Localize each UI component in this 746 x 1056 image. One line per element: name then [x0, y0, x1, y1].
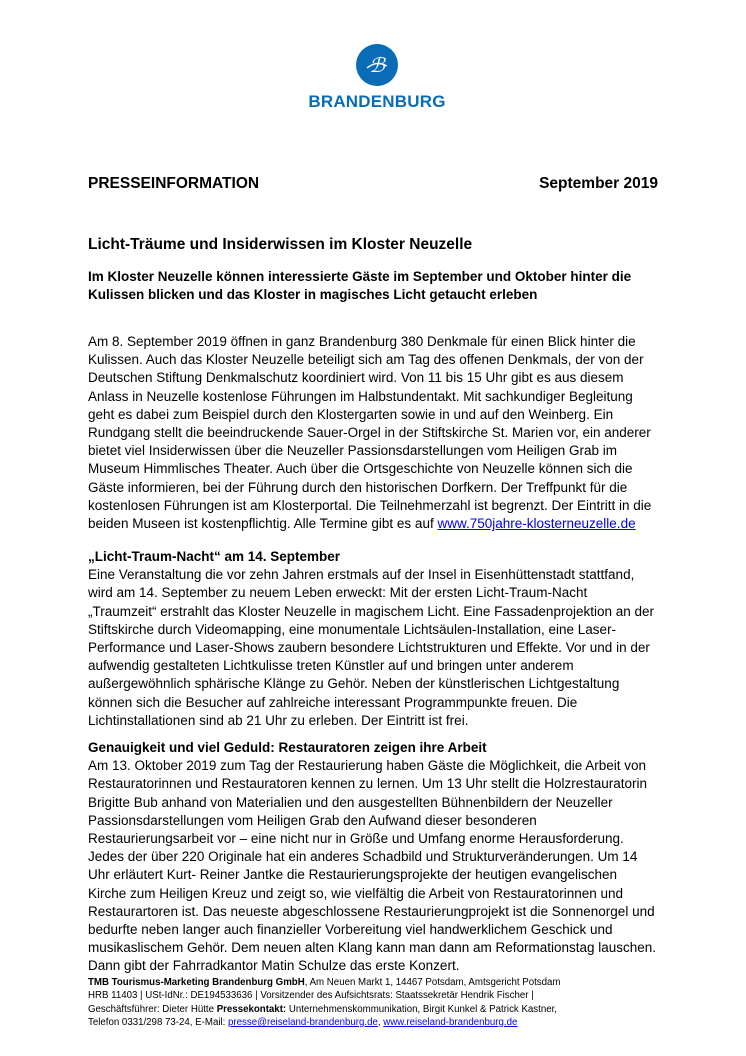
section-restauratoren: [88, 739, 658, 976]
section-text: Eine Veranstaltung die vor zehn Jahren erstmals auf der Insel in Eisenhüttenstadt stattfand, wird am 14. September zu neuem Leben erweckt: Mit der ersten Licht-Traum-Nacht „Traumzeit“ erstrahlt das Kloster Neuzelle in magischem Licht. Eine Fassadenprojektion an der Stiftskirche durch Videomapping, eine monumentale Lichtsäulen-Installation, eine Laser-Performance und Laser-Shows zaubern besondere Lichtstrukturen und Effekte. Vor und in der aufwendig gestalteten Lichtkulisse treten Künstler auf und bringen unter anderem außergewöhnlich sphärische Klänge zu Gehör. Neben der künstlerischen Lichtgestaltung können sich die Besucher auf zahlreiche interessant Programmpunkte freuen. Die Lichtinstallationen sind ab 21 Uhr zu erleben. Der Eintritt ist frei.: [88, 567, 655, 728]
brandenburg-logo: [292, 44, 462, 112]
footer-line-1: [88, 976, 663, 989]
footer-press-label: Pressekontakt:: [216, 1003, 287, 1015]
footer-line-3: [88, 1003, 663, 1016]
footer-website-link[interactable]: www.reiseland-brandenburg.de: [383, 1016, 518, 1028]
intro-text: Am 8. September 2019 öffnen in ganz Brandenburg 380 Denkmale für einen Blick hinter die Kulissen. Auch das Kloster Neuzelle beteiligt sich am Tag des offenen Denkmals, der von der Deutschen Stiftung Denkmalschutz koordiniert wird. Von 11 bis 15 Uhr gibt es aus diesem Anlass in Neuzelle kostenlose Führungen im Halbstundentakt. Mit sachkundiger Begleitung geht es dabei zum Beispiel durch den Klostergarten sowie in und auf den Weinberg. Ein Rundgang stellt die beeindruckende Sauer-Orgel in der Stiftskirche St. Marien vor, ein anderer bietet viel Insiderwissen über die Neuzeller Passionsdarstellungen vom Heiligen Grab im Museum Himmlisches Theater. Auch über die Ortsgeschichte von Neuzelle können sich die Gäste informieren, bei der Führung durch den historischen Dorfkern. Der Treffpunkt für die kostenlosen Führungen ist am Klosterportal. Die Teilnehmerzahl ist begrenzt. Der Eintritt in die beiden Museen ist kostenpflichtig. Alle Termine gibt es auf: [88, 334, 652, 532]
section-text: Am 13. Oktober 2019 zum Tag der Restaurierung haben Gäste die Möglichkeit, die Arbeit von Restauratorinnen und Restauratoren kennen zu lernen. Um 13 Uhr stellt die Holzrestauratorin Brigitte Bub anhand von Materialien und den ausgestellten Bühnenbildern der Neuzeller Passionsdarstellungen vom Heiligen Grab den Aufwand dieser besonderen Restaurierungsarbeit vor – eine nicht nur in Größe und Umfang enorme Herausforderung. Jedes der über 220 Originale hat ein anderes Schadbild und Strukturveränderungen. Um 14 Uhr erläutert Kurt- Reiner Jantke die Restaurierungsprojekte der heutigen evangelischen Kirche zum Heiligen Kreuz und zeigt so, wie vielfältig die Arbeit von Restauratorinnen und Restaurartoren ist. Das neueste abgeschlossene Restaurierungprojekt ist die Sonnenorgel und bedurfte neben langer auch finanzieller Vorbereitung viel handwerklichem Geschick und musikaslischem Gehör. Dem neuen alten Klang kann man dann am Reformationstag lauschen. Dann gibt der Fahrradkantor Matin Schulze das erste Konzert.: [88, 758, 657, 974]
page-subtitle: Im Kloster Neuzelle können interessierte Gäste im September und Oktober hinter die Kulissen blicken und das Kloster in magisches Licht getaucht erleben: [88, 269, 632, 302]
footer-separator: ,: [377, 1016, 384, 1028]
footer: [88, 976, 663, 1029]
bb-monogram-icon: [362, 50, 392, 80]
svg-text:ℬ: ℬ: [369, 53, 385, 77]
footer-company: TMB Tourismus-Marketing Brandenburg GmbH: [88, 977, 305, 988]
intro-paragraph: [88, 333, 658, 533]
footer-ceo: Geschäftsführer: Dieter Hütte: [88, 1003, 217, 1015]
section-licht-traum-nacht: [88, 548, 658, 730]
footer-press-contacts: Unternehmenskommunikation, Birgit Kunkel & Patrick Kastner,: [286, 1003, 557, 1015]
document-header: [88, 175, 658, 193]
document-date: September 2019: [539, 175, 658, 192]
footer-email-link[interactable]: presse@reiseland-brandenburg.de: [228, 1016, 378, 1028]
page-title: Licht-Träume und Insiderwissen im Kloster Neuzelle: [88, 236, 473, 253]
section-heading: Genauigkeit und viel Geduld: Restauratoren zeigen ihre Arbeit: [88, 740, 487, 755]
section-heading: „Licht-Traum-Nacht“ am 14. September: [88, 549, 341, 564]
logo-wordmark: BRANDENBURG: [308, 92, 446, 111]
footer-phone: Telefon 0331/298 73-24, E-Mail:: [88, 1016, 229, 1028]
footer-line-4: [88, 1016, 663, 1029]
brandenburg-emblem-icon: [356, 44, 398, 86]
document-type: PRESSEINFORMATION: [88, 175, 260, 192]
website-link[interactable]: www.750jahre-klosterneuzelle.de: [437, 516, 636, 532]
footer-address: , Am Neuen Markt 1, 14467 Potsdam, Amtsgericht Potsdam: [304, 977, 561, 988]
footer-line-2: HRB 11403 | USt-IdNr.: DE194533636 | Vorsitzender des Aufsichtsrats: Staatssekretär Hendrik Fischer |: [88, 990, 534, 1002]
